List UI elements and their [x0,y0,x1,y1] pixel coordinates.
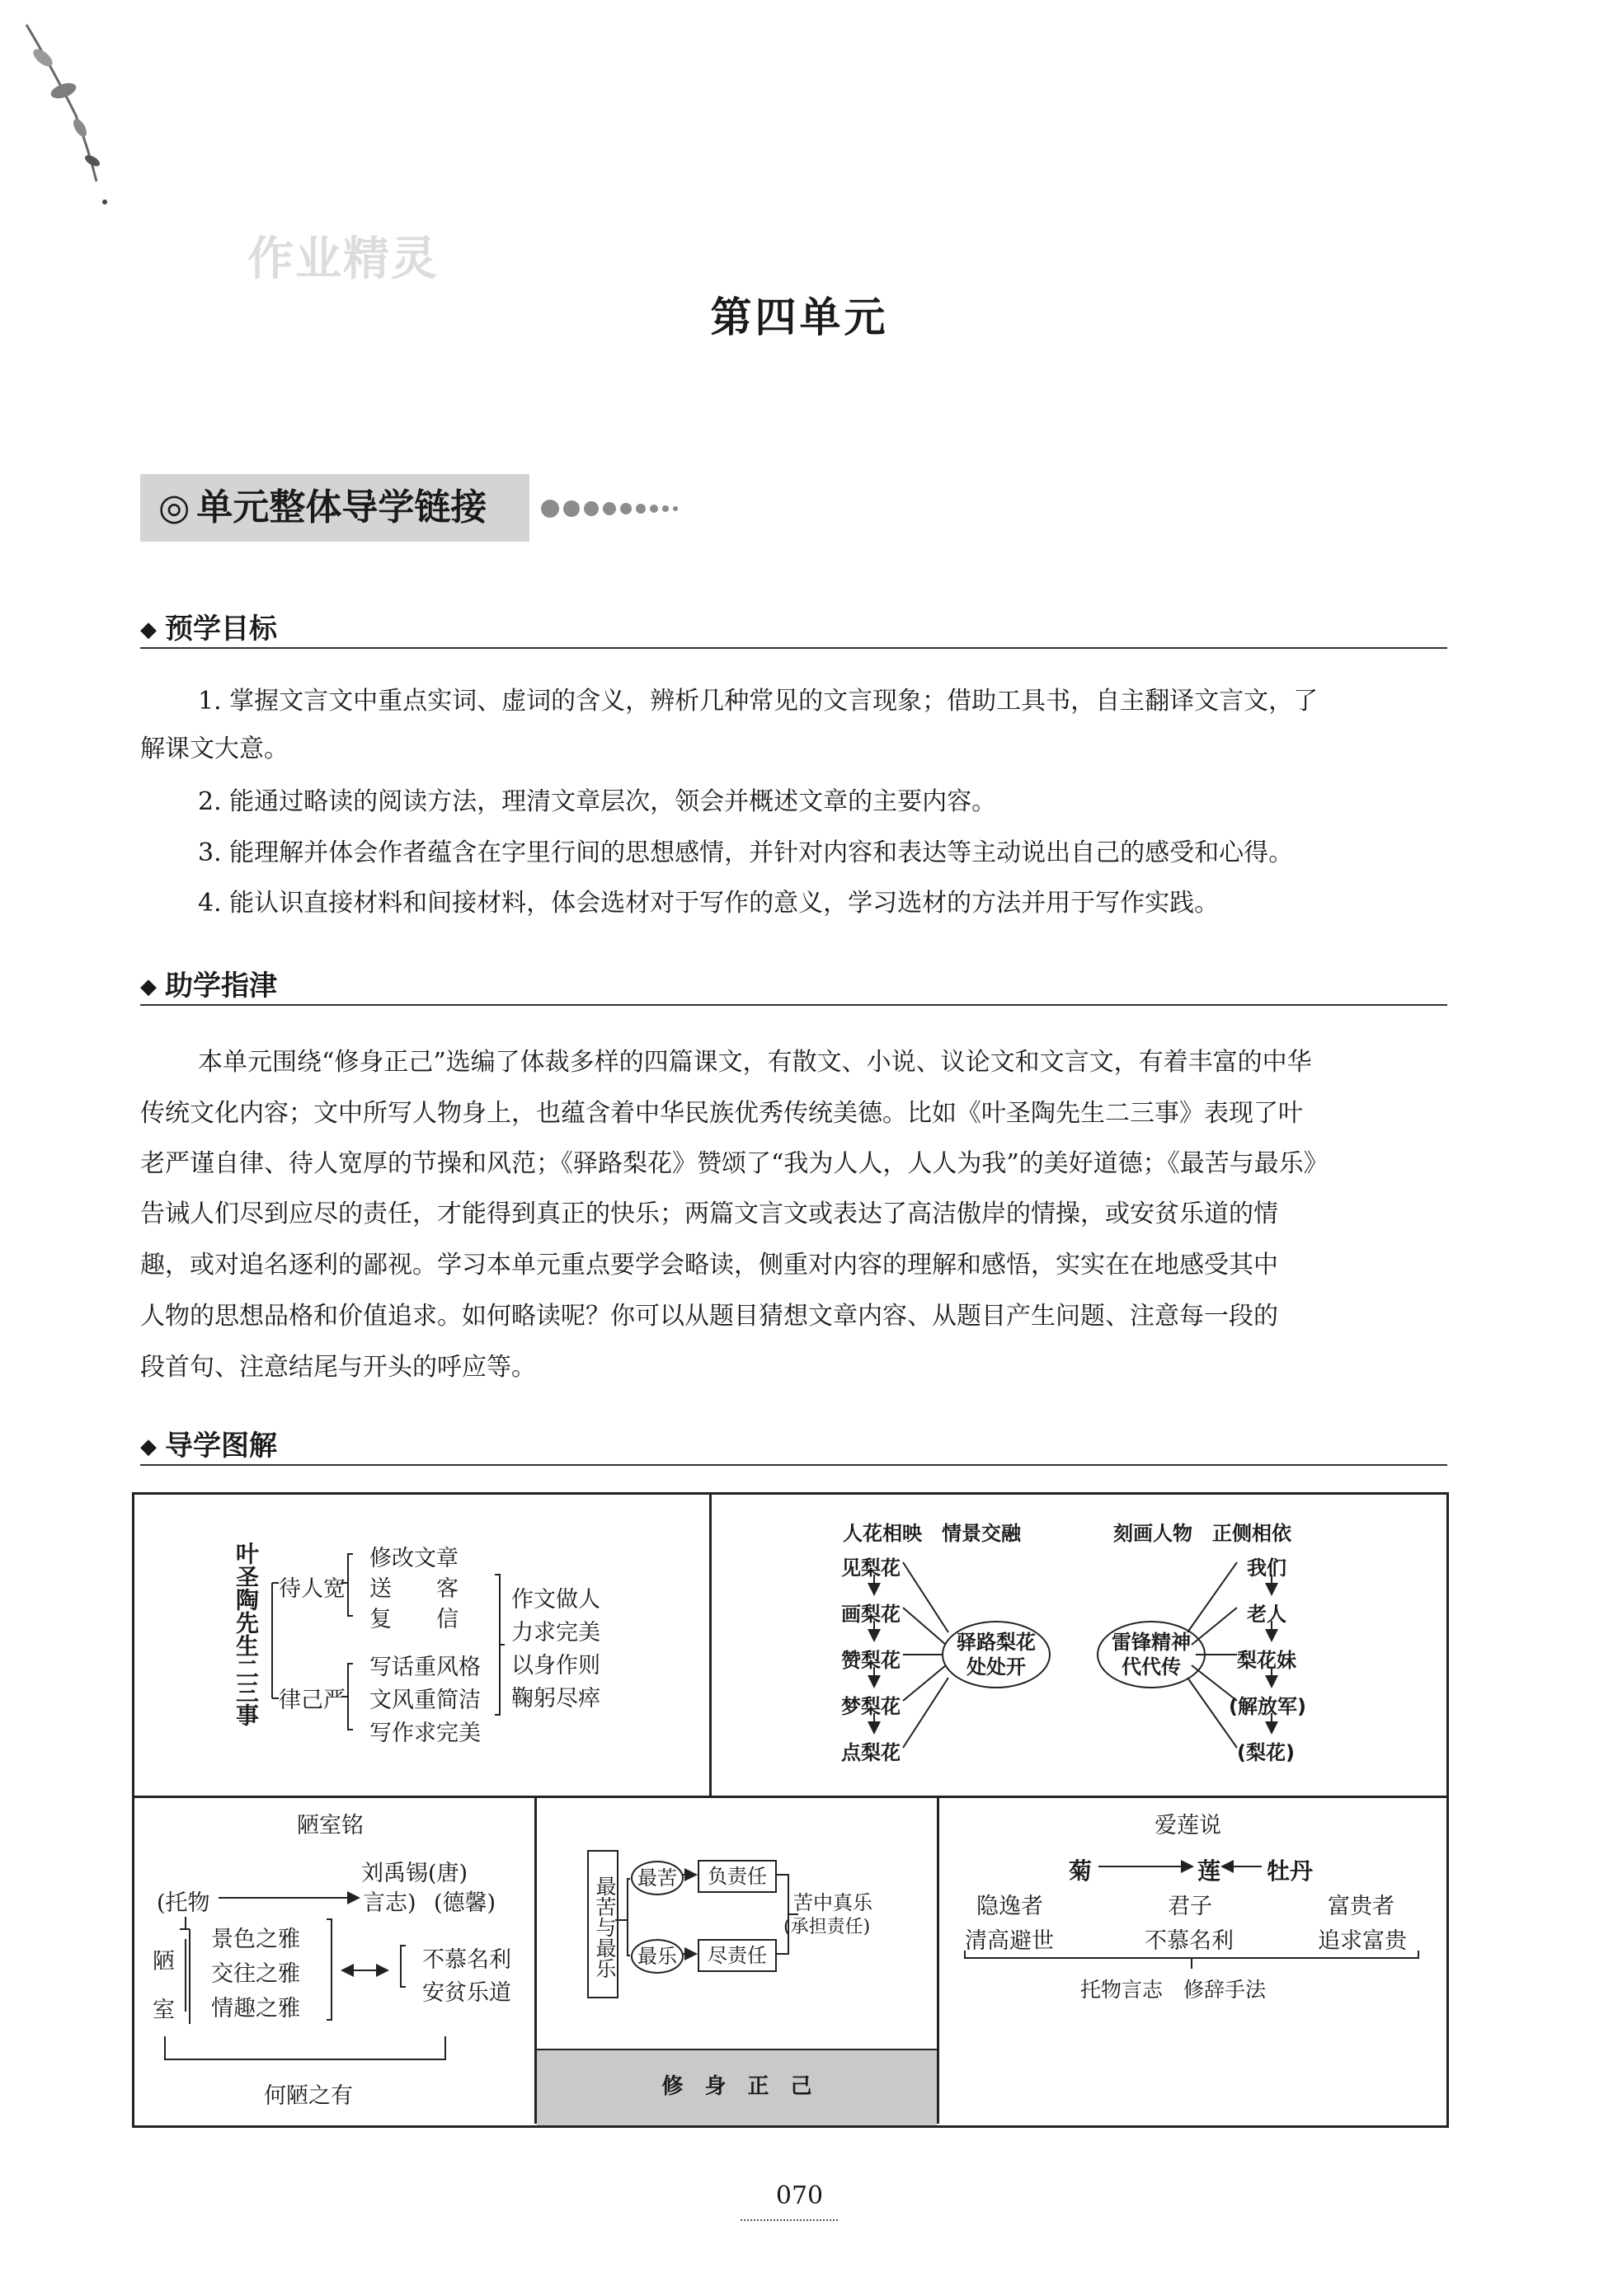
guide-line: 本单元围绕“修身正己”选编了体裁多样的四篇课文，有散文、小说、议论文和文言文，有着丰富的中华 [198,1048,1312,1077]
ailian-flower: 菊 [1069,1857,1093,1885]
circle-icon: ◎ [158,486,190,528]
goal-line: 4. 能认识直接材料和间接材料，体会选材对于写作的意义，学习选材的方法并用于写作实践。 [198,889,1220,918]
lihua-center-left: 驿路梨花 处处开 [942,1621,1051,1688]
section-band-label: 单元整体导学链接 [196,486,487,528]
ailian-row1: 君子 [1168,1894,1212,1919]
ye-result: 力求完美 [511,1620,600,1646]
center-label: 修 身 正 己 [661,2074,812,2099]
decorative-dots [541,500,682,518]
ye-group1-item: 修改文章 [369,1546,459,1571]
loushi-item: 景色之雅 [211,1927,300,1952]
page-number: 070 [775,2181,824,2210]
zuiku-ku: 最苦 [631,1861,684,1895]
lihua-left-item: 点梨花 [841,1741,901,1764]
loushi-item: 情趣之雅 [211,1996,300,2021]
ailian-lines [957,1847,1443,1995]
ailian-flower: 牡丹 [1267,1857,1314,1885]
ailian-row1: 富贵者 [1328,1894,1394,1919]
zuiku-result2: (承担责任) [783,1917,871,1937]
divider [140,647,1447,649]
guide-line: 老严谨自律、待人宽厚的节操和风范；《驿路梨花》赞颂了“我为人人，人人为我”的美好道德；《最苦与最乐》 [140,1149,1329,1178]
guide-line: 段首句、注意结尾与开头的呼应等。 [140,1353,536,1382]
ye-group1-item: 复 信 [369,1607,459,1632]
goal-line: 解课文大意。 [140,735,289,763]
ailian-row2: 追求富贵 [1318,1928,1407,1954]
zuiku-ku-item: 负责任 [698,1860,777,1893]
ye-result: 作文做人 [511,1587,600,1613]
ye-group2-item: 文风重简洁 [369,1688,481,1713]
lihua-top-left: 人花相映 情景交融 [843,1522,1021,1545]
lihua-right-item: 我们 [1247,1556,1286,1580]
lihua-left-item: 赞梨花 [841,1649,901,1672]
loushi-shi: 室 [153,1998,175,2023]
lihua-left-item: 见梨花 [841,1556,901,1580]
ye-group1: 待人宽 [279,1576,346,1602]
page-number-underline [741,2219,838,2221]
lihua-right-item: (梨花) [1237,1741,1295,1764]
guide-line: 人物的思想品格和价值追求。如何略读呢？你可以从题目猜想文章内容、从题目产生问题、注意每一段的 [140,1302,1278,1331]
guide-line: 趣，或对追名逐利的鄙视。学习本单元重点要学会略读，侧重对内容的理解和感悟，实实在在地感受其中 [140,1251,1278,1279]
loushi-title: 陋室铭 [297,1813,364,1838]
divider [140,1464,1447,1466]
zuiku-le: 最乐 [631,1939,684,1974]
guide-line: 传统文化内容；文中所写人物身上，也蕴含着中华民族优秀传统美德。比如《叶圣陶先生二三事》表现了叶 [140,1099,1303,1128]
loushi-dexin: (德馨) [434,1890,496,1916]
ye-title: 叶圣陶先生二三事 [233,1542,260,1726]
loushi-right-item: 安贫乐道 [422,1980,511,2006]
lihua-left-item: 梦梨花 [841,1695,901,1718]
ye-group1-item: 送 客 [369,1576,459,1602]
lihua-top-right: 刻画人物 正侧相依 [1113,1522,1291,1545]
corner-branch-illustration [18,16,117,206]
ailian-row2: 清高避世 [965,1928,1054,1954]
divider [140,1004,1447,1006]
ye-group2-item: 写话重风格 [369,1655,481,1680]
lihua-right-item: (解放军) [1229,1695,1306,1718]
zuiku-title: 最苦与最乐 [587,1850,618,1998]
ye-group2: 律己严 [279,1688,346,1713]
ye-result: 鞠躬尽瘁 [511,1686,600,1711]
goal-line: 1. 掌握文言文中重点实词、虚词的含义，辨析几种常见的文言现象；借助工具书，自主翻译文言文，了 [198,687,1319,716]
loushi-bottom: 何陋之有 [264,2083,353,2109]
goal-line: 2. 能通过略读的阅读方法，理清文章层次，领会并概述文章的主要内容。 [198,787,997,816]
ailian-bottom: 托物言志 修辞手法 [1080,1978,1267,2002]
loushi-item: 交往之雅 [211,1961,300,1987]
heading-diagram: ◆ 导学图解 [140,1430,277,1463]
zuiku-le-item: 尽责任 [698,1939,777,1972]
lihua-right-item: 老人 [1247,1603,1286,1626]
ailian-title: 爱莲说 [1155,1813,1221,1838]
lihua-right-item: 梨花妹 [1237,1649,1296,1672]
page-title: 第四单元 [710,293,889,341]
section-band [140,474,529,542]
ailian-row1: 隐逸者 [976,1894,1043,1919]
lihua-center-right: 雷锋精神 代代传 [1097,1621,1206,1688]
ailian-row2: 不慕名利 [1145,1928,1234,1954]
watermark-text: 作业精灵 [247,232,439,286]
heading-goals: ◆ 预学目标 [140,613,277,646]
guide-line: 告诫人们尽到应尽的责任，才能得到真正的快乐；两篇文言文或表达了高洁傲岸的情操，或安贫乐道的情 [140,1200,1278,1228]
loushi-yanzhi: 言志) [363,1890,416,1916]
lihua-left-item: 画梨花 [841,1603,901,1626]
loushi-right-item: 不慕名利 [422,1947,511,1973]
loushi-tuowu: (托物 [157,1890,210,1916]
heading-guide: ◆ 助学指津 [140,970,277,1002]
ailian-flower: 莲 [1197,1857,1221,1885]
ye-result: 以身作则 [511,1653,600,1679]
ye-group2-item: 写作求完美 [369,1721,481,1746]
goal-line: 3. 能理解并体会作者蕴含在字里行间的思想感情，并针对内容和表达等主动说出自己的感受和心得。 [198,838,1294,867]
loushi-author: 刘禹锡(唐) [361,1861,468,1886]
loushi-lou: 陋 [153,1949,175,1974]
zuiku-result: 苦中真乐 [793,1891,872,1914]
